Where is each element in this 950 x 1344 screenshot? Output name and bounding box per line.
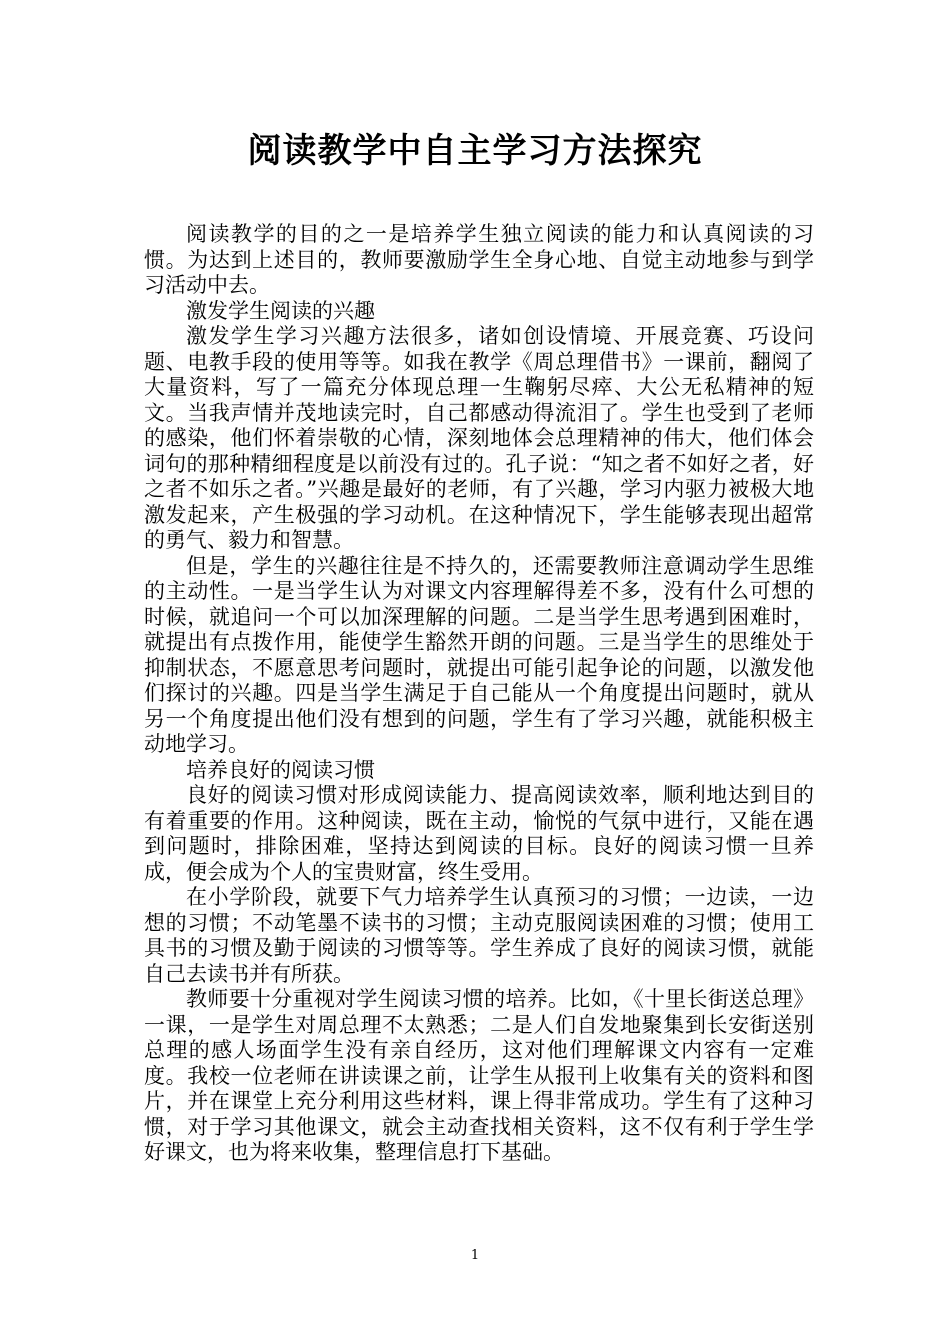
paragraph-habits-primary: 在小学阶段，就要下气力培养学生认真预习的习惯；一边读，一边想的习惯；不动笔墨不读书的习惯；主动克服阅读困难的习惯；使用工具书的习惯及勤于阅读的习惯等等。学生养成了良好的阅读习惯，就能自己去读书并有所获。 (144, 885, 814, 986)
paragraph-interest-methods: 激发学生学习兴趣方法很多，诸如创设情境、开展竞赛、巧设问题、电教手段的使用等等。如我在教学《周总理借书》一课前，翻阅了大量资料，写了一篇充分体现总理一生鞠躬尽瘁、大公无私精神的短文。当我声情并茂地读完时，自己都感动得流泪了。学生也受到了老师的感染，他们怀着崇敬的心情，深刻地体会总理精神的伟大，他们体会词句的那种精细程度是以前没有过的。孔子说：“知之者不如好之者，好之者不如乐之者。”兴趣是最好的老师，有了兴趣，学习内驱力被极大地激发起来，产生极强的学习动机。在这种情况下，学生能够表现出超常的勇气、毅力和智慧。 (144, 324, 814, 552)
document-body (144, 222, 814, 1166)
paragraph-intro: 阅读教学的目的之一是培养学生独立阅读的能力和认真阅读的习惯。为达到上述目的，教师要激励学生全身心地、自觉主动地参与到学习活动中去。 (144, 222, 814, 297)
page-number: 1 (470, 1248, 480, 1263)
section-heading-interest: 激发学生阅读的兴趣 (186, 298, 375, 323)
paragraph-habits-importance: 良好的阅读习惯对形成阅读能力、提高阅读效率，顺利地达到目的有着重要的作用。这种阅读，既在主动，愉悦的气氛中进行，又能在遇到问题时，排除困难，坚持达到阅读的目标。良好的阅读习惯一旦养成，便会成为个人的宝贵财富，终生受用。 (144, 783, 814, 884)
paragraph-habits-example: 教师要十分重视对学生阅读习惯的培养。比如，《十里长街送总理》一课，一是学生对周总理不太熟悉；二是人们自发地聚集到长安街送别总理的感人场面学生没有亲自经历，这对他们理解课文内容有一定难度。我校一位老师在讲读课之前，让学生从报刊上收集有关的资料和图片，并在课堂上充分利用这些材料，课上得非常成功。学生有了这种习惯，对于学习其他课文，就会主动查找相关资料，这不仅有利于学生学好课文，也为将来收集，整理信息打下基础。 (144, 987, 814, 1164)
section-heading-habits: 培养良好的阅读习惯 (186, 757, 375, 782)
paragraph-interest-sustain: 但是，学生的兴趣往往是不持久的，还需要教师注意调动学生思维的主动性。一是当学生认为对课文内容理解得差不多，没有什么可想的时候，就追问一个可以加深理解的问题。二是当学生思考遇到困难时，就提出有点拨作用，能使学生豁然开朗的问题。三是当学生的思维处于抑制状态，不愿意思考问题时，就提出可能引起争论的问题，以激发他们探讨的兴趣。四是当学生满足于自己能从一个角度提出问题时，就从另一个角度提出他们没有想到的问题，学生有了学习兴趣，就能积极主动地学习。 (144, 553, 814, 756)
document-title: 阅读教学中自主学习方法探究 (247, 131, 703, 171)
